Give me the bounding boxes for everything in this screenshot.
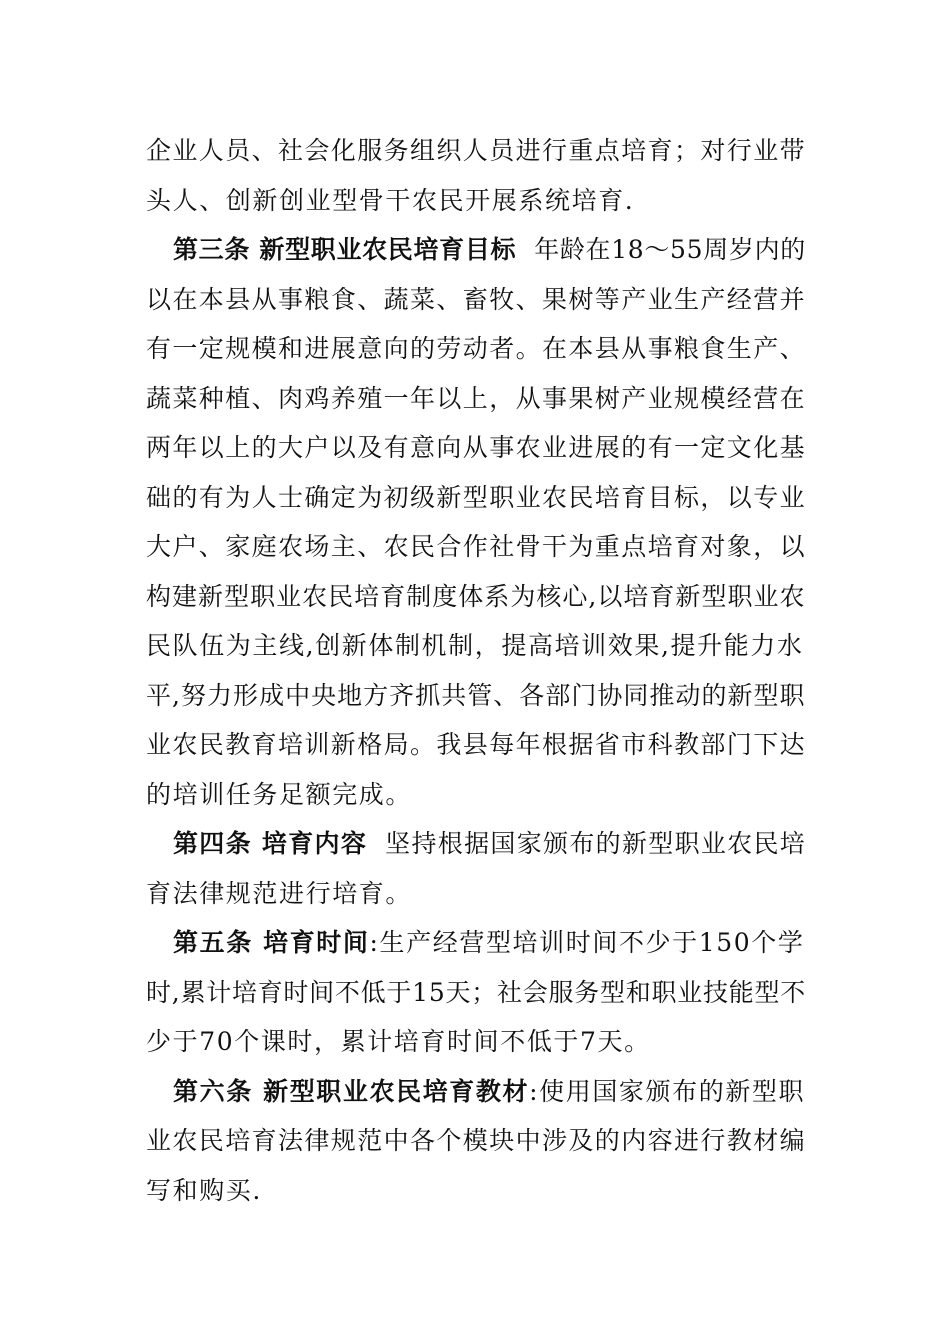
- article-text: 年龄在18～55周岁内的: [534, 235, 806, 264]
- article-heading: 第五条 培育时间: [173, 928, 370, 957]
- article-first-line: [146, 1067, 806, 1117]
- paragraph-line: 写和购买.: [146, 1175, 262, 1205]
- paragraph-line: 企业人员、社会化服务组织人员进行重点培育；对行业带: [146, 136, 807, 165]
- article-first-line: [146, 225, 806, 275]
- article-heading: 第六条 新型职业农民培育教材: [173, 1076, 530, 1106]
- paragraph-line: 头人、创新创业型骨干农民开展系统培育.: [146, 185, 635, 215]
- paragraph-line: 蔬菜种植、肉鸡养殖一年以上，从事果树产业规模经营在: [146, 383, 807, 413]
- article-text: :生产经营型培训时间不少于150个学: [369, 928, 805, 957]
- article-heading: 第四条 培育内容: [173, 829, 368, 858]
- paragraph-line: 础的有为人士确定为初级新型职业农民培育目标，以专业: [146, 482, 807, 512]
- article-first-line: [146, 819, 806, 869]
- paragraph-line: 民队伍为主线,创新体制机制，提高培训效果,提升能力水: [146, 631, 804, 660]
- paragraph-line: 时,累计培育时间不低于15天；社会服务型和职业技能型不: [146, 977, 806, 1007]
- paragraph-line: 的培训任务足额完成。: [146, 779, 413, 809]
- paragraph-line: 平,努力形成中央地方齐抓共管、各部门协同推动的新型职: [146, 680, 806, 710]
- paragraph-line: 以在本县从事粮食、蔬菜、畜牧、果树等产业生产经营并: [146, 284, 807, 314]
- paragraph-line: 大户、家庭农场主、农民合作社骨干为重点培育对象，以: [146, 532, 807, 561]
- article-text: 坚持根据国家颁布的新型职业农民培: [385, 829, 807, 858]
- paragraph-line: 少于70个课时，累计培育时间不低于7天。: [146, 1027, 651, 1056]
- paragraph-line: 有一定规模和进展意向的劳动者。在本县从事粮食生产、: [146, 334, 807, 363]
- paragraph-line: 构建新型职业农民培育制度体系为核心,以培育新型职业农: [146, 581, 806, 611]
- paragraph-line: 业农民教育培训新格局。我县每年根据省市科教部门下达: [146, 730, 807, 759]
- document-body: [146, 126, 806, 1215]
- article-text: :使用国家颁布的新型职: [529, 1076, 806, 1106]
- article-heading: 第三条 新型职业农民培育目标: [173, 235, 517, 264]
- paragraph-line: 两年以上的大户以及有意向从事农业进展的有一定文化基: [146, 433, 807, 462]
- paragraph-line: 业农民培育法律规范中各个模块中涉及的内容进行教材编: [146, 1126, 807, 1155]
- article-first-line: [146, 918, 806, 968]
- paragraph-line: 育法律规范进行培育。: [146, 878, 413, 908]
